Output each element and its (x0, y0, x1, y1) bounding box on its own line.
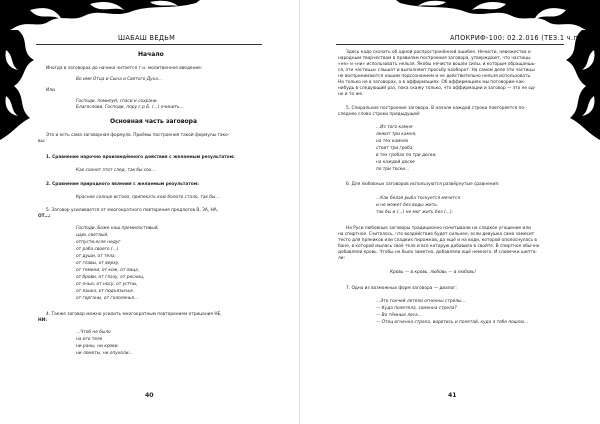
verse-line: от горганы, от гололенья… (76, 296, 139, 301)
ornament-side-right-icon (560, 30, 600, 140)
paragraph-line: бане, в которой мылась своё тело и все которую добавила в свойте. В спиртное обычно (338, 244, 540, 249)
paragraph-line: добавляли кровь. Чтобы не было заметно, добавляли ещё немного. И словечки шепта- (338, 250, 537, 255)
page-number: 40 (145, 392, 154, 399)
verse-line: от очью, от носу, от устны, (76, 282, 138, 287)
verse-line: ни ломоты, ни опухоли… (76, 351, 133, 356)
verse-line: …Это гончей летели огненны стрелы… (376, 299, 466, 304)
paragraph-line: не воспринимаются нашим подсознанием и не действительно нельзя использовать. (338, 74, 532, 79)
verse-line: от главы, от верху, (76, 261, 120, 266)
verse-line: отпусти,есле недуг (76, 240, 121, 245)
ornament-top-left-icon (0, 0, 200, 32)
main-intro-line: вы: (38, 139, 46, 144)
paragraph-line: тесто для пряников или сладких пирожков, да ещё и на воде, которой ополоснулась в (338, 238, 537, 243)
verse-line: от души, от тела, (76, 254, 116, 259)
running-header: АПОКРИФ-100: 02.2.016 (ТЕЗ.1 ч.п.) (450, 34, 584, 42)
verse-line: в тех гробах по три доски, (376, 153, 437, 158)
verse-line: по три тоски… (376, 167, 410, 172)
paragraph-line: «не» и «ни» использовать нельзя. Якобы нечисти вошли силы, и которым обращаешь- (338, 62, 536, 67)
item-example: Как сохнет этот след, так бы сох… (76, 168, 156, 173)
right-page (300, 0, 600, 424)
or-label: Или (46, 88, 55, 93)
header-rule (36, 44, 262, 45)
item-title: 5. Заговор усиливается от многократного повторения предлогов В, ЗА, НА, (46, 208, 219, 213)
item-title: НИ: (38, 318, 47, 323)
item-title: 6. Для любовных заговоров используются развёрнутые сравнения: (346, 182, 500, 187)
love-line: Кровь — в кровь, любовь — в любовь! (390, 270, 477, 275)
item-title: 2. Сравнение природного явления с желаемым результатом: (46, 182, 199, 187)
header-rule (336, 44, 564, 45)
paragraph-line: нибудь в следующий раз, пока скажу только, что аффирмации и заговор — это не од- (338, 86, 536, 91)
verse-line: — Отец огненна стрела, воротись и полетай, куда я тебе пошлю… (376, 320, 529, 325)
verse-line: на каждой доске (376, 160, 415, 165)
prayer-line: Господи, помилуй, спаси и сохрани. (76, 99, 158, 104)
prayer-line: Благослови, Господи, пору с р Б. (…) очинить… (76, 105, 184, 110)
item-example: Красное солнце встало, припекать кою болото стало, так бы… (76, 195, 220, 200)
ornament-top-right-icon (396, 0, 600, 32)
verse-line: — Куда полетела, заменна стрела? (376, 306, 457, 311)
verse-line: царь светлый, (76, 233, 109, 238)
heading-start: Начало (138, 51, 164, 58)
verse-line: лежит три камня, (376, 132, 417, 137)
paragraph-line: На только не в заговорах, а в аффирмациях. Об аффирмациях мы поговорим как- (338, 80, 526, 85)
verse-line: на тех камнях (376, 139, 409, 144)
verse-line: …Как белая рыба тоскуется мечется (376, 196, 460, 201)
verse-line: стоит три гроба, (376, 146, 414, 151)
item-title: 7. Одна из возможных форм заговора — диалог: (346, 286, 457, 291)
heading-main: Основная часть заговора (110, 118, 197, 125)
paragraph-line: Здесь надо сказать об одной распространённой ошибке. Нечисти, невежества и (346, 50, 531, 55)
running-header: ШАБАШ ВЕДЬМ (118, 34, 176, 42)
paragraph-line: ли: (338, 256, 345, 261)
page-number: 41 (448, 392, 457, 399)
verse-line: Господи, Боже наш премилостивый, (76, 226, 159, 231)
verse-line: …Из того камня (376, 125, 413, 130)
item-title: ОТ…: (38, 214, 51, 219)
item-title: 1. Сравнение нарочно произведённого действия с желаемым результатом: (46, 155, 235, 160)
verse-line: на его теле (76, 337, 103, 342)
main-intro-line: Это и есть сама заговорная формула. Приёмы построения такой формулы тако- (46, 133, 230, 138)
prayer-line: Во имя Отца и Сына и Святого Духа… (76, 77, 163, 82)
paragraph-line: На Руси любовные заговоры традиционно начитывали на сладкое угощение или (346, 226, 531, 231)
item-title: 5. Спиральное построение заговора. В начале каждой строки повторяется по- (346, 106, 526, 111)
verse-line: от раба своего (…) (76, 247, 119, 252)
verse-line: от брови, от глазу, от ресниц, (76, 275, 145, 280)
ornament-side-left-icon (0, 30, 40, 140)
verse-line: и не может без воды жить, (376, 203, 439, 208)
verse-line: от языка, от подъязычья, (76, 289, 134, 294)
item-title: следнее слово строки предыдущей: (338, 112, 421, 117)
paragraph-line: ся, эти частицы» слышат и выполняют просьбу наоборот. На самом деле эти частицы (338, 68, 535, 73)
verse-line: — Во тёмные леса… (376, 313, 422, 318)
paragraph-line: народным творчеством в правилам построения заговора, утверждают, что частицы (338, 56, 531, 61)
verse-line: ни раны, ни крови, (76, 344, 119, 349)
paragraph-line: на спиртное. Считалось, что воздействие будет сильнее, если девушка сама замесит (338, 232, 535, 237)
verse-line: …Чтоб не было (76, 330, 111, 335)
paragraph-line: но и то же. (338, 92, 364, 97)
verse-line: так бы и (…) не мог жить без (…). (376, 210, 454, 215)
item-title: 4. Также заговор можно усилить многократным повторением отрицания НЕ, (46, 312, 222, 317)
verse-line: от темени, от кож, от лица, (76, 268, 140, 273)
intro-text: Иногда в заговорах до начина читается т.н. молитвенное введение: (46, 66, 203, 71)
